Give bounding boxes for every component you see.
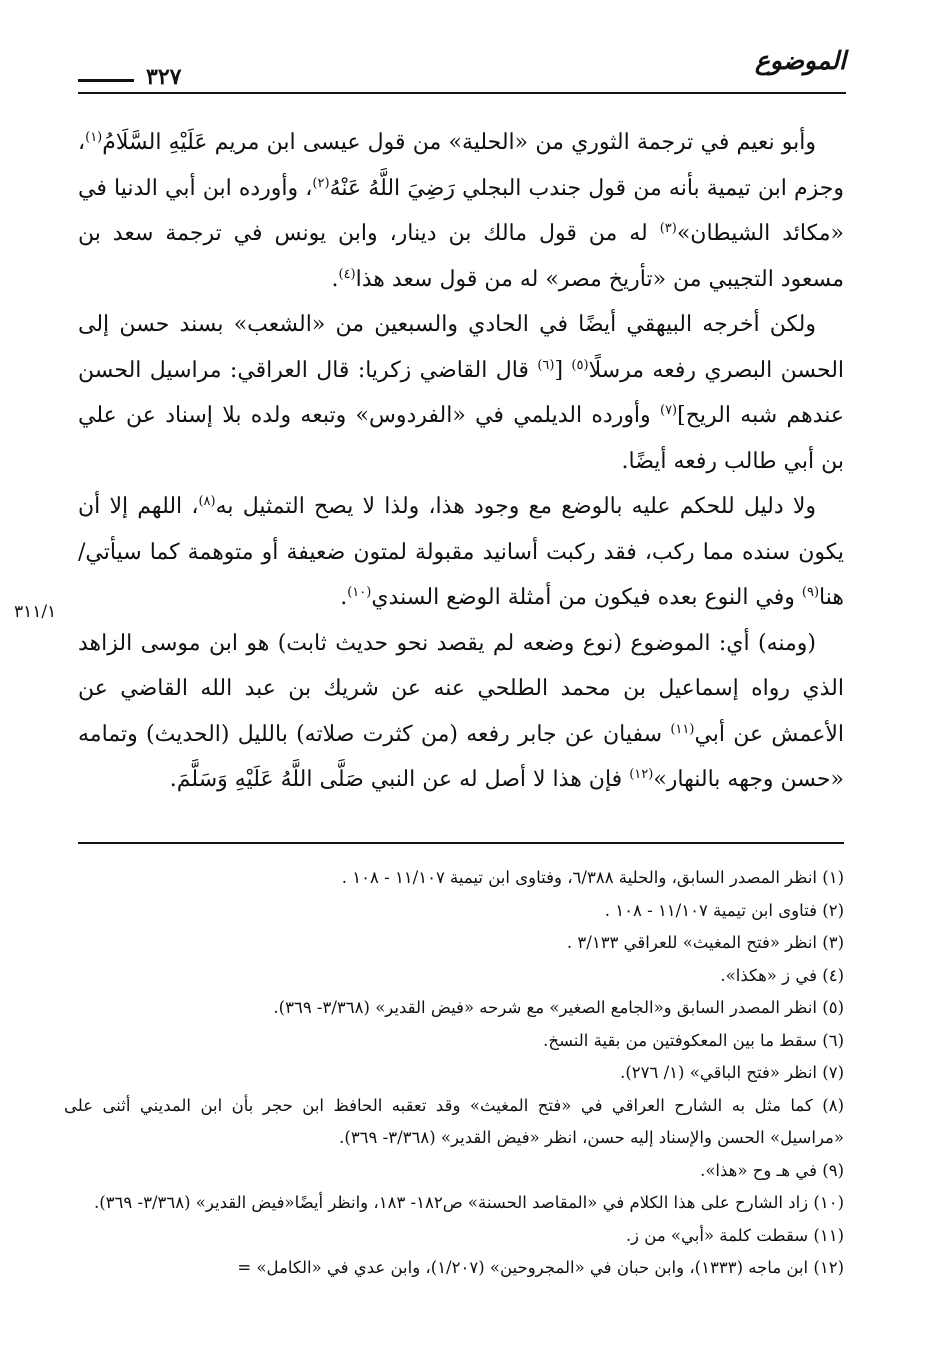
body-text-run: وفي النوع بعده فيكون من أمثلة الوضع السندي <box>371 585 802 610</box>
main-text <box>78 120 844 803</box>
body-text-run: له من قول مالك بن دينار، وابن يونس في ترجمة سعد بن مسعود التجيبي من «تأريخ مصر» له من قول سعد هذا <box>78 221 844 292</box>
page-number-dash <box>78 79 134 82</box>
footnote-item: (١٢) ابن ماجه (١٣٣٣)، وابن حبان في «المجروحين» (١/٢٠٧)، وابن عدي في «الكامل» = <box>237 1258 844 1277</box>
footnote-marker: (٦) <box>537 357 555 373</box>
footnote-item: (٩) في هـ وح «هذا». <box>700 1160 844 1180</box>
body-text-run: سفيان عن جابر رفعه (من كثرت صلاته) بالليل (الحديث) وتمامه «حسن وجهه بالنهار» <box>78 721 844 792</box>
footnote-item: (٦) سقط ما بين المعكوفتين من بقية النسخ. <box>543 1030 844 1050</box>
running-head-title: الموضوع <box>755 46 846 75</box>
footnote-marker: (٨) <box>198 494 216 509</box>
header-rule <box>78 92 846 94</box>
footnote-marker: (١١) <box>670 721 695 737</box>
body-paragraph <box>78 120 844 302</box>
body-paragraph <box>78 302 844 484</box>
body-text-run: [ <box>554 357 572 383</box>
body-text-run: ولا دليل للحكم عليه بالوضع مع وجود هذا، ولذا لا يصح التمثيل به <box>215 494 817 519</box>
footnote-marker: (٥) <box>571 357 589 373</box>
body-paragraph <box>78 621 844 803</box>
body-text-run: وأبو نعيم في ترجمة الثوري من «الحلية» من قول عيسى ابن مريم عَلَيْهِ السَّلَامُ <box>102 130 816 155</box>
footnote-item: (٤) في ز «هكذا». <box>720 965 844 985</box>
footnote-item: (١) انظر المصدر السابق، والحلية ٦/٣٨٨، وفتاوى ابن تيمية ١١/١٠٧ - ١٠٨ . <box>341 868 844 887</box>
footnote-marker: (١٢) <box>629 767 654 782</box>
footnote-item: (١١) سقطت كلمة «أبي» من ز. <box>625 1225 844 1245</box>
body-text-run: ، وأورده ابن أبي الدنيا في «مكائد الشيطان» <box>78 175 844 246</box>
footnote-marker: (٢) <box>312 175 330 191</box>
manuscript-folio-note: ٣١١/١ <box>14 602 57 622</box>
footnote-item: (٢) فتاوى ابن تيمية ١١/١٠٧ - ١٠٨ . <box>604 900 844 920</box>
body-text-run: ، اللهم إلا أن يكون سنده مما ركب، فقد ركبت أسانيد مقبولة لمتون ضعيفة أو متوهمة كما سيأتي/ هنا <box>78 494 844 610</box>
body-text-run: . <box>331 266 339 292</box>
footnote-item: (٨) كما مثل به الشارح العراقي في «فتح المغيث» وقد تعقبه الحافظ ابن حجر بأن ابن المديني أثنى على «مراسيل» الحسن والإسناد إليه حسن، انظر «فيض القدير» (٣/٣٦٨- ٣٦٩). <box>64 1095 844 1147</box>
footnote-item: (١٠) زاد الشارح على هذا الكلام في «المقاصد الحسنة» ص١٨٢- ١٨٣، وانظر أيضًا«فيض القدير» (٣/٣٦٨- ٣٦٩). <box>93 1193 844 1212</box>
footnote-item: (٧) انظر «فتح الباقي» (١/ ٢٧٦). <box>620 1063 844 1082</box>
body-text-run: وأورده الديلمي في «الفردوس» وتبعه ولده بلا إسناد عن علي بن أبي طالب رفعه أيضًا. <box>78 403 844 474</box>
footnote-marker: (٩) <box>801 585 820 600</box>
footnote-marker: (٧) <box>659 403 678 418</box>
body-text-run: ولكن أخرجه البيهقي أيضًا في الحادي والسبعين من «الشعب» بسند حسن إلى الحسن البصري رفعه مرسلًا <box>78 312 845 383</box>
footnote-item: (٥) انظر المصدر السابق و«الجامع الصغير» مع شرحه «فيض القدير» (٣/٣٦٨- ٣٦٩). <box>273 998 844 1017</box>
footnote-marker: (١) <box>85 130 103 145</box>
body-text-run: . <box>340 585 348 610</box>
footnote-separator <box>78 842 844 844</box>
footnotes <box>64 862 844 1285</box>
footnote-marker: (٤) <box>338 266 356 282</box>
body-text-run: فإن هذا لا أصل له عن النبي صَلَّى اللَّهُ عَلَيْهِ وَسَلَّمَ. <box>169 767 630 792</box>
footnote-marker: (٣) <box>659 221 677 236</box>
body-text-run: قال القاضي زكريا: قال العراقي: مراسيل الحسن عندهم شبه الريح] <box>78 357 845 428</box>
body-text-run: ، وجزم ابن تيمية بأنه من قول جندب البجلي رَضِيَ اللَّهُ عَنْهُ <box>78 130 844 201</box>
page-number: ٣٢٧ <box>146 64 182 90</box>
footnote-item: (٣) انظر «فتح المغيث» للعراقي ٣/١٣٣ . <box>566 933 844 952</box>
body-text-run: (ومنه) أي: الموضوع (نوع وضعه لم يقصد نحو حديث ثابت) هو ابن موسى الزاهد الذي رواه إسماعيل بن محمد الطلحي عنه عن شريك بن عبد الله القاضي عن الأعمش عن أبي <box>78 630 844 747</box>
body-paragraph <box>78 484 844 621</box>
footnote-marker: (١٠) <box>347 585 372 600</box>
